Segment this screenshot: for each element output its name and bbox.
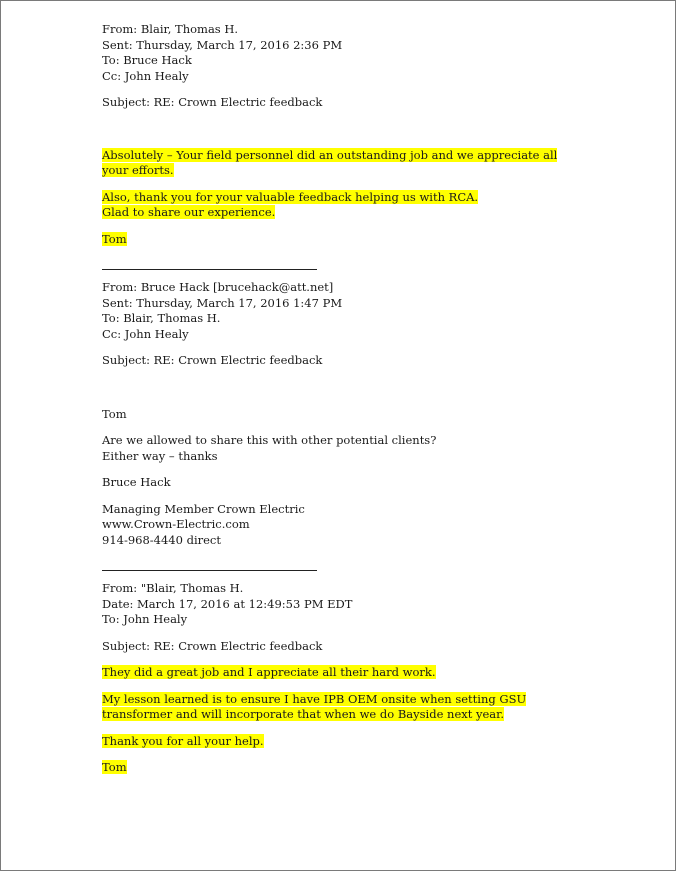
email-3-from: From: "Blair, Thomas H. <box>102 581 244 595</box>
email-1-sent: Sent: Thursday, March 17, 2016 2:36 PM <box>102 37 343 52</box>
email-2-subject: Subject: RE: Crown Electric feedback <box>102 353 323 367</box>
email-1-subject: Subject: RE: Crown Electric feedback <box>102 95 323 109</box>
email-3-body-paragraph-2 <box>102 692 580 723</box>
email-1-body-2-line-2: Glad to share our experience. <box>102 205 276 219</box>
email-1-subject-block <box>102 95 582 111</box>
email-1-body-2-line-1: Also, thank you for your valuable feedback helping us with RCA. <box>102 189 479 204</box>
email-1-body-paragraph-1 <box>102 148 577 179</box>
email-3-signature-block <box>102 760 582 776</box>
email-2-sig-web-link[interactable]: www.Crown-Electric.com <box>102 517 250 531</box>
email-2-header <box>102 280 582 342</box>
email-3-body-paragraph-1 <box>102 665 582 681</box>
email-1-signature-block <box>102 232 582 248</box>
email-1-cc: Cc: John Healy <box>102 68 189 83</box>
email-1-body-1: Absolutely – Your field personnel did an outstanding job and we appreciate all your efforts. <box>102 147 558 177</box>
email-2-from: From: Bruce Hack [brucehack@att.net] <box>102 280 334 294</box>
email-2-cc: Cc: John Healy <box>102 326 189 341</box>
email-3-body-3: Thank you for all your help. <box>102 733 264 748</box>
email-2-body <box>102 433 582 464</box>
email-1-body-paragraph-2 <box>102 190 582 221</box>
email-2-signature-details <box>102 502 582 549</box>
spacer <box>102 559 582 570</box>
email-2-body-line-2: Either way – thanks <box>102 448 218 463</box>
email-1-signature: Tom <box>102 231 127 246</box>
email-3-date: Date: March 17, 2016 at 12:49:53 PM EDT <box>102 596 353 611</box>
email-3-signature: Tom <box>102 760 127 774</box>
separator-rule-1 <box>102 269 317 270</box>
email-2-greeting-block <box>102 407 582 423</box>
email-2-sig-phone: 914-968-4440 direct <box>102 532 221 547</box>
email-1-header <box>102 22 582 84</box>
email-2-subject-block <box>102 353 582 369</box>
email-3-header <box>102 581 582 628</box>
spacer <box>102 122 582 148</box>
email-3-subject-block <box>102 639 582 655</box>
email-2-signature-block <box>102 475 582 491</box>
email-2-body-line-1: Are we allowed to share this with other potential clients? <box>102 433 437 447</box>
email-2-to: To: Blair, Thomas H. <box>102 311 221 325</box>
spacer <box>102 258 582 269</box>
email-thread <box>102 22 582 787</box>
email-2-greeting: Tom <box>102 406 127 421</box>
email-3-body-paragraph-3 <box>102 734 582 750</box>
email-2-sig-title: Managing Member Crown Electric <box>102 501 305 516</box>
email-3-body-2: My lesson learned is to ensure I have IPB OEM onsite when setting GSU transformer and will incorporate that when we do Bayside next year. <box>102 691 527 721</box>
email-3-to: To: John Healy <box>102 612 188 626</box>
email-1-to: To: Bruce Hack <box>102 53 192 67</box>
separator-rule-2 <box>102 570 317 571</box>
email-2-signature: Bruce Hack <box>102 475 171 489</box>
email-2-sent: Sent: Thursday, March 17, 2016 1:47 PM <box>102 295 343 310</box>
email-3-body-1: They did a great job and I appreciate all their hard work. <box>102 665 436 679</box>
spacer <box>102 380 582 407</box>
email-1-from: From: Blair, Thomas H. <box>102 22 239 36</box>
email-3-subject: Subject: RE: Crown Electric feedback <box>102 638 323 653</box>
